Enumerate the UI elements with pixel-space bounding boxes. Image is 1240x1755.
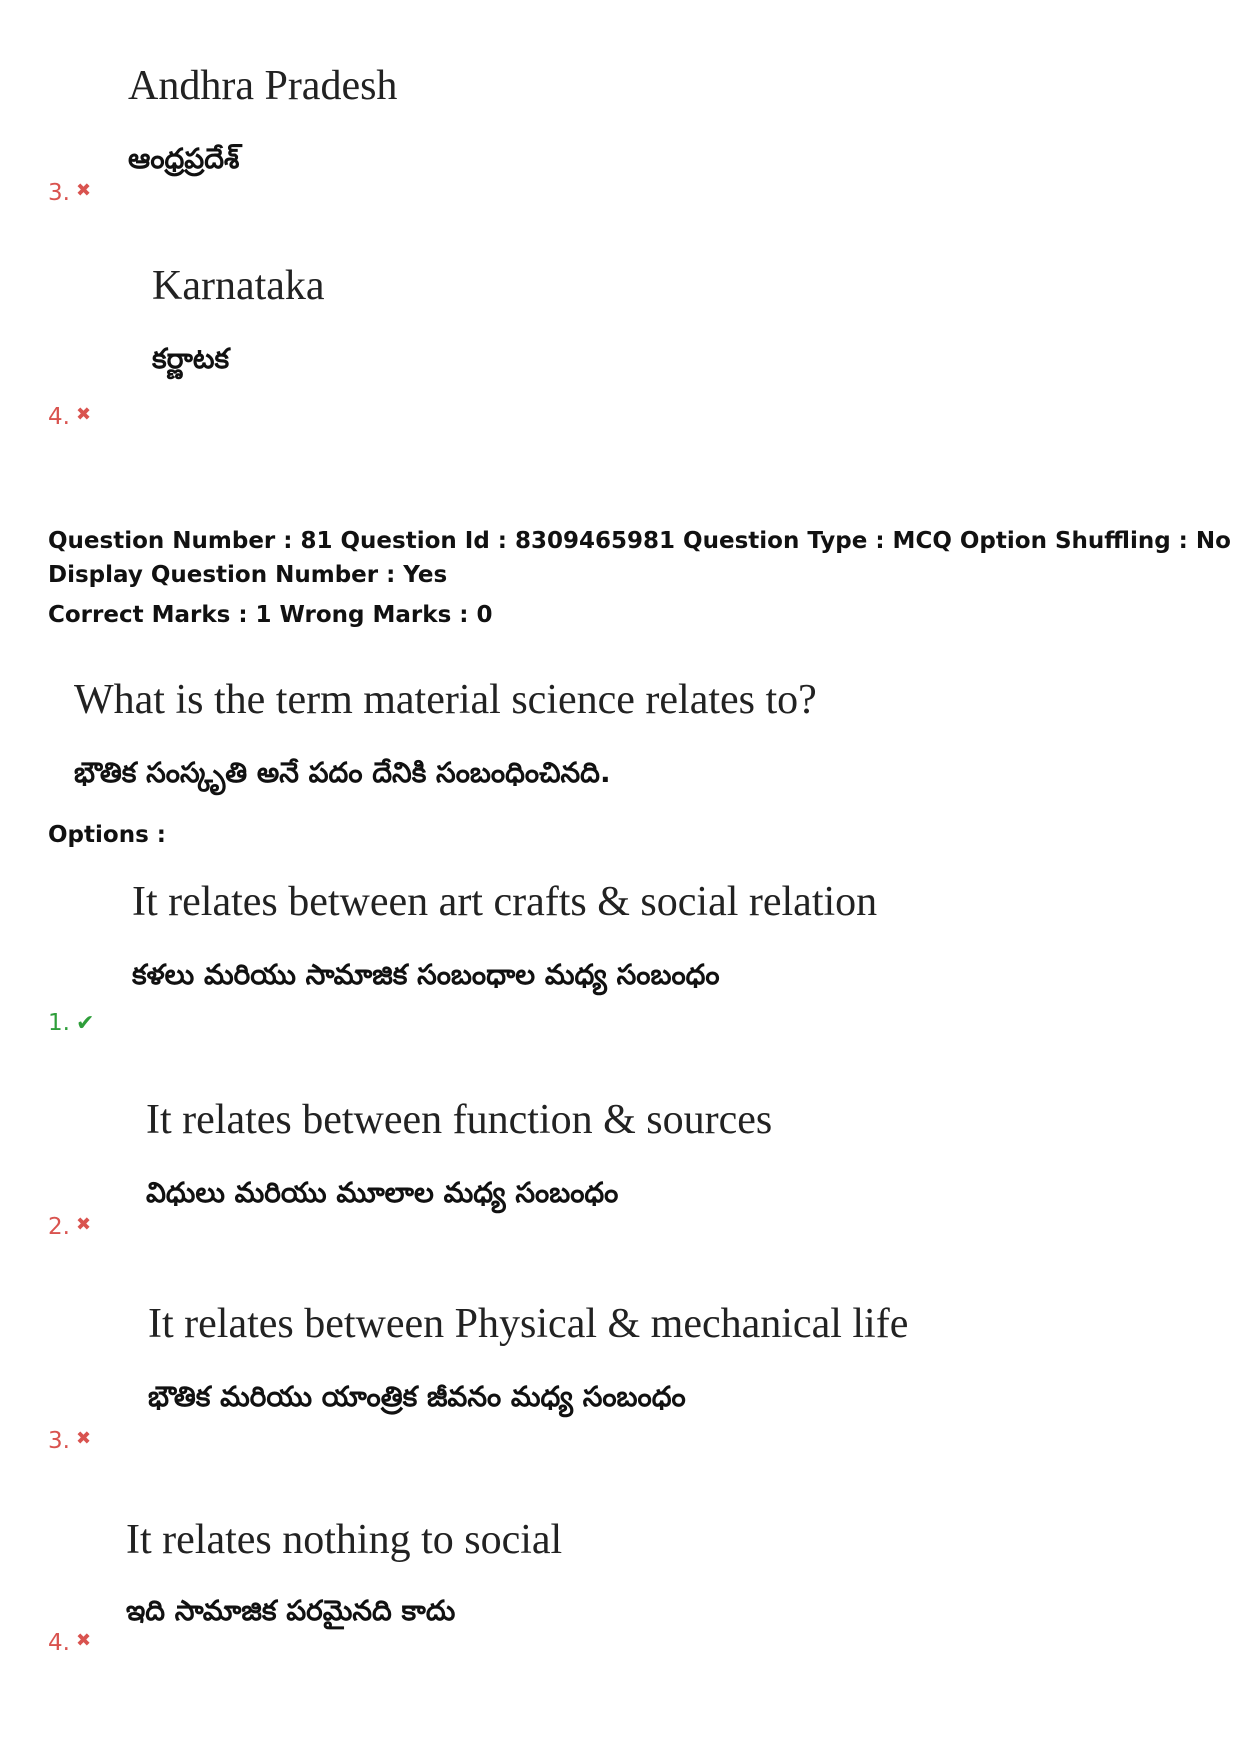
prev-option-4-english: Karnataka [152, 263, 325, 309]
option-4-marker [48, 1630, 91, 1656]
option-1-marker [48, 1010, 94, 1036]
option-number: 4. [48, 404, 70, 430]
option-2-marker [48, 1214, 91, 1240]
option-4-english: It relates nothing to social [126, 1517, 563, 1563]
prev-option-3-english: Andhra Pradesh [128, 63, 398, 109]
option-3-telugu: భౌతిక మరియు యాంత్రిక జీవనం మధ్య సంబంధం [148, 1380, 686, 1413]
options-label: Options : [48, 822, 166, 848]
cross-icon: ✖ [75, 1630, 92, 1651]
option-3-marker [48, 1428, 91, 1454]
cross-icon: ✖ [75, 180, 92, 201]
check-icon: ✔ [75, 1011, 95, 1036]
prev-option-4-marker [48, 404, 91, 430]
prev-option-3-marker [48, 180, 91, 206]
question-meta-line-2: Display Question Number : Yes [48, 562, 448, 588]
option-number: 4. [48, 1630, 70, 1656]
question-text-telugu: భౌతిక సంస్కృతి అనే పదం దేనికి సంబంధించినది. [74, 756, 611, 789]
option-3-english: It relates between Physical & mechanical life [148, 1301, 909, 1347]
question-text-english: What is the term material science relates to? [74, 677, 817, 723]
cross-icon: ✖ [75, 404, 92, 425]
option-number: 3. [48, 1428, 70, 1454]
question-marks-line: Correct Marks : 1 Wrong Marks : 0 [48, 602, 493, 628]
cross-icon: ✖ [75, 1428, 92, 1449]
cross-icon: ✖ [75, 1214, 92, 1235]
option-number: 1. [48, 1010, 70, 1036]
prev-option-4-telugu: కర్ణాటక [152, 342, 230, 375]
question-meta-line-1: Question Number : 81 Question Id : 8309465981 Question Type : MCQ Option Shuffling : No [48, 528, 1231, 554]
prev-option-3-telugu: ఆంధ్రప్రదేశ్ [128, 142, 240, 175]
option-2-english: It relates between function & sources [146, 1097, 773, 1143]
option-2-telugu: విధులు మరియు మూలాల మధ్య సంబంధం [146, 1176, 619, 1209]
option-4-telugu: ఇది సామాజిక పరమైనది కాదు [126, 1594, 456, 1627]
option-1-english: It relates between art crafts & social relation [132, 879, 878, 925]
option-number: 3. [48, 180, 70, 206]
option-number: 2. [48, 1214, 70, 1240]
option-1-telugu: కళలు మరియు సామాజిక సంబంధాల మధ్య సంబంధం [132, 958, 720, 991]
